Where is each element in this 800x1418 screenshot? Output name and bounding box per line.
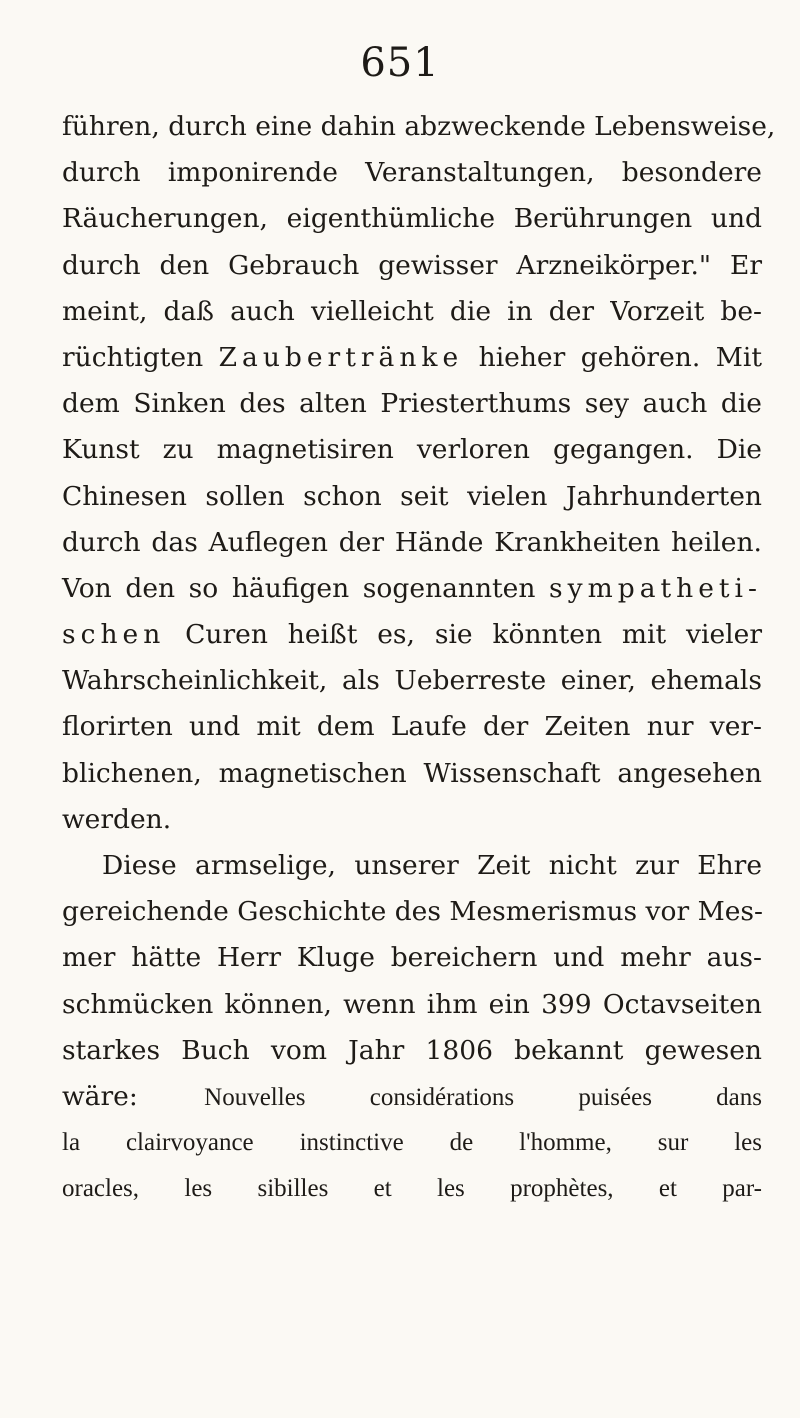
text-line bbox=[62, 566, 762, 612]
text-line bbox=[62, 335, 762, 381]
text-line: meint, daß auch vielleicht die in der Vorzeit be- bbox=[62, 295, 762, 327]
page-number: 651 bbox=[360, 40, 440, 86]
text-segment: Curen heißt es, sie könnten mit vieler bbox=[185, 619, 762, 651]
text-line: Chinesen sollen schon seit vielen Jahrhunderten bbox=[62, 480, 762, 512]
text-line: durch den Gebrauch gewisser Arzneikörper." Er bbox=[62, 249, 762, 281]
emphasized-term: schen bbox=[62, 619, 166, 651]
text-line: werden. bbox=[62, 803, 172, 835]
latin-text-segment: Nouvelles considérations puisées dans bbox=[204, 1083, 762, 1111]
text-line: oracles, les sibilles et les prophètes, et par- bbox=[62, 1175, 762, 1203]
text-line: gereichende Geschichte des Mesmerismus vor Mes- bbox=[62, 896, 763, 928]
text-line bbox=[62, 1074, 762, 1120]
emphasized-term: Zaubertränke bbox=[218, 341, 464, 373]
text-line: Wahrscheinlichkeit, als Ueberreste einer, ehemals bbox=[62, 665, 762, 697]
text-line: Kunst zu magnetisiren verloren gegangen. Die bbox=[62, 434, 762, 466]
text-line: florirten und mit dem Laufe der Zeiten nur ver- bbox=[62, 711, 762, 743]
text-segment: Von den so häufigen sogenannten bbox=[62, 572, 536, 604]
text-line: Räucherungen, eigenthümliche Berührungen und bbox=[62, 203, 762, 235]
text-line: durch das Auflegen der Hände Krankheiten heilen. bbox=[62, 526, 762, 558]
page-body-text bbox=[62, 104, 776, 1213]
text-line: starkes Buch vom Jahr 1806 bekannt gewesen bbox=[62, 1034, 762, 1066]
text-line: durch imponirende Veranstaltungen, besondere bbox=[62, 157, 762, 189]
emphasized-term: sympatheti- bbox=[549, 572, 762, 604]
text-line: dem Sinken des alten Priesterthums sey auch die bbox=[62, 388, 762, 420]
text-line bbox=[62, 612, 762, 658]
text-line: Diese armselige, unserer Zeit nicht zur Ehre bbox=[102, 850, 762, 881]
text-segment: rüchtigten bbox=[62, 341, 204, 373]
text-line: blichenen, magnetischen Wissenschaft angesehen bbox=[62, 757, 762, 789]
text-segment: hieher gehören. Mit bbox=[478, 341, 762, 373]
text-line: mer hätte Herr Kluge bereichern und mehr aus- bbox=[62, 942, 762, 974]
text-line: führen, durch eine dahin abzweckende Lebensweise, bbox=[62, 111, 776, 142]
text-segment: wäre: bbox=[62, 1080, 138, 1112]
text-line: la clairvoyance instinctive de l'homme, sur les bbox=[62, 1129, 762, 1157]
text-line: schmücken können, wenn ihm ein 399 Octavseiten bbox=[62, 988, 762, 1020]
